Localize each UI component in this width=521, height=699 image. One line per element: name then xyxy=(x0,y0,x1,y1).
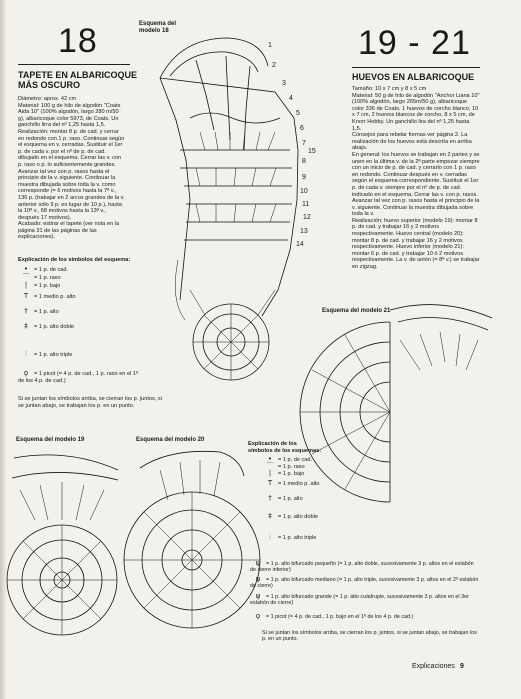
right-bif-medium: ψ = 1 p. alto bifurcado mediano (= 1 p. alto triple, sucesivamente 3 p. altos en el 2º eslabón de cierre) xyxy=(250,575,479,590)
right-legend-row-treble: ‡ = 1 p. alto doble xyxy=(262,513,318,520)
right-instructions: Tamaño: 10 x 7 cm y 8 x 5 cm Material: 50 g de hilo de algodón "Anchor Liana 10" (100% algodón, largo 265m/50 g), albaricoque color 336 de Coats. 1 huevos de corcho blanco, 10 x 7 cm, 2 huevos blancos de corcho, 8 x 5 cm, de Knorr Hobby. Un ganchillo lira del nº 1,25 hasta 1,5. Consejos para rebelar formas ver página 2. La realización de los huevos está descrita en arriba abajo. En general: los huevos se trabajan en 2 partes y se unen en la última v. de la 2ª parte empezar siempre con un inicio de p. de cad. y cerrarlo con 1 p. raso en redondo. Continuar después en v. cerradas según el esquema correspondiente. Sustituir el 1er p. de cada v. siempre por el nº de p. de cad. indicado en el esquema. Cerrar las v. con p. rasos. Avanzar tal vez con p. rasos hasta el principio de la v. siguiente. Continuar la muestra dibujada sobre toda la v. Realización: huevo superior (modelo 19): montar 8 p. de cad. y trabajar 16 y 2 motivos respectivamente. Huevo central (modelo 20): montar 8 p. de cad. y trabajar 16 y 2 motivos respectivamente. Huevo inferior (modelo 21): montar 6 p. de cad. y trabajar 10 ó 2 motivos respectivamente. La v. de unión (= 8ª v.) se trabajar en zigzag. xyxy=(352,86,480,271)
footer-label: Explicaciones xyxy=(412,663,455,670)
left-legend-row-chain: • = 1 p. de cad. xyxy=(18,266,68,273)
round-number-4: 4 xyxy=(289,95,293,102)
pattern-number-19-21: 19 - 21 xyxy=(358,24,471,62)
right-legend-row-triple: ⫶ = 1 p. alto triple xyxy=(262,534,316,541)
treble-crochet-icon: ‡ xyxy=(24,322,28,330)
left-legend-title: Explicación de los símbolos del esquema: xyxy=(18,257,131,263)
triple-treble-icon: ⫶ xyxy=(25,350,27,358)
left-legend-row-slip: ⌒ = 1 p. raso xyxy=(18,274,61,281)
round-number-7: 7 xyxy=(302,140,306,147)
round-number-10: 10 xyxy=(300,188,308,195)
left-legend-row-half-double: T = 1 medio p. alto xyxy=(18,293,76,300)
right-title: HUEVOS EN ALBARICOQUE xyxy=(352,72,475,82)
diagram-21-label: Esquema del modelo 21 xyxy=(322,308,391,314)
right-legend-row-half-double: T = 1 medio p. alto xyxy=(262,480,320,487)
round-number-2: 2 xyxy=(272,62,276,69)
right-legend-row-chain: • = 1 p. de cad. xyxy=(262,456,312,463)
single-crochet-icon: ∣ xyxy=(24,281,28,289)
round-number-9: 9 xyxy=(302,174,306,181)
left-title-line1: TAPETE EN ALBARICOQUE xyxy=(18,70,138,80)
right-footnote: Si se juntan los símbolos arriba, se cierran los p. juntos, si se juntan abajo, se trabajan los p. en un punto. xyxy=(262,630,477,643)
round-number-1: 1 xyxy=(268,42,272,49)
round-number-3: 3 xyxy=(282,80,286,87)
pattern-number-18: 18 xyxy=(58,22,98,60)
diagram-18-label: Esquema del modelo 18 xyxy=(139,21,177,34)
bifurcated-large-icon: ψ xyxy=(255,592,261,600)
left-legend-row-triple: ⫶ = 1 p. alto triple xyxy=(18,351,72,358)
page-number: 9 xyxy=(460,663,464,670)
round-number-8: 8 xyxy=(302,158,306,165)
right-legend-row-single: ∣ = 1 p. bajo xyxy=(262,470,304,477)
right-legend-title: Explicación de los símbolos de los esquemas: xyxy=(248,441,322,454)
round-number-5: 5 xyxy=(296,110,300,117)
chain-symbol-icon: • xyxy=(267,455,273,463)
double-crochet-icon: † xyxy=(24,307,28,315)
round-number-15: 15 xyxy=(308,148,316,155)
right-bif-large: ψ = 1 p. alto bifurcado grande (= 1 p. alto cuádruple, sucesivamente 3 p. altos en el 3er eslabón de cierre) xyxy=(250,592,469,607)
picot-icon: ϙ xyxy=(23,369,29,377)
left-title-line2: MÁS OSCURO xyxy=(18,80,81,90)
bifurcated-small-icon: ψ xyxy=(255,559,261,567)
diagram-19-label: Esquema del modelo 19 xyxy=(16,437,85,443)
triple-treble-icon: ⫶ xyxy=(269,533,271,541)
half-double-icon: T xyxy=(267,479,273,487)
left-footnote: Si se juntan los símbolos arriba, se cierran los p. juntos, si se juntan abajo, se trabajan los p. en un punto. xyxy=(18,396,162,409)
slip-stitch-icon: ⌒ xyxy=(266,462,274,470)
double-crochet-icon: † xyxy=(268,494,272,502)
round-number-13: 13 xyxy=(300,228,308,235)
round-number-6: 6 xyxy=(300,125,304,132)
left-legend-row-double: † = 1 p. alto xyxy=(18,308,59,315)
single-crochet-icon: ∣ xyxy=(268,469,272,477)
left-legend-row-treble: ‡ = 1 p. alto doble xyxy=(18,323,74,330)
diagram-20-label: Esquema del modelo 20 xyxy=(136,437,205,443)
left-instructions: Diámetro: aprox. 42 cm Material: 100 g de hilo de algodón "Coats Aida 10" (100% algodón, largo 280 m/50 g), albaricoque color 5973, de Coats. Un ganchillo lirra del nº 1,25 hasta 1,5. Realización: montar 8 p. de cad. y cerrar en redondo con 1 p. raso. Continuar según el esquema en v. cerradas. Sustituir el 1er p. de cada v. por el nº de p. de cad. dibujado en el esquema. Cerrar las v. con p. raso o p. lo suficientemente grandes. Avanzar tal vez con p. rasos hasta el principio de la v. siguiente. Continuar la muestra dibujada sobre toda la v. como corresponde (= 6 motivos hasta la 7ª v., 136 p. (trabajar en 2 arcos grandes de la v. anterior sólo 9 p. en lugar de 10 p.), hasta la 10ª v., 68 motivos hasta la 13ª v., después 17 motivos). Acabado: estirar el tapete (ver nota en la página 31 de las páginas de las explicaciones). xyxy=(18,96,125,241)
right-bif-small: ψ = 1 p. alto bifurcado pequeño (= 1 p. alto doble, sucesivamente 3 p. altos en el eslabón de cierre inferior) xyxy=(250,559,474,574)
round-number-12: 12 xyxy=(303,214,311,221)
left-legend-row-single: ∣ = 1 p. bajo xyxy=(18,282,60,289)
half-double-icon: T xyxy=(23,292,29,300)
round-number-11: 11 xyxy=(302,201,310,208)
right-picot-row: ϙ = 1 picot (= 4 p. de cad., 1 p. bajo en el 1º de los 4 p. de cad.) xyxy=(250,613,480,620)
bifurcated-medium-icon: ψ xyxy=(255,575,261,583)
right-legend-row-slip: ⌒ = 1 p. raso xyxy=(262,463,305,470)
chain-symbol-icon: • xyxy=(23,265,29,273)
slip-stitch-icon: ⌒ xyxy=(22,273,30,281)
right-legend-row-double: † = 1 p. alto xyxy=(262,495,303,502)
diagram-21-top-edge xyxy=(390,305,492,318)
picot-icon: ϙ xyxy=(255,612,261,620)
round-number-14: 14 xyxy=(296,241,304,248)
treble-crochet-icon: ‡ xyxy=(268,512,272,520)
left-picot-row: ϙ = 1 picot (= 4 p. de cad., 1 p. raso en el 1º de los 4 p. de cad.) xyxy=(18,369,139,384)
